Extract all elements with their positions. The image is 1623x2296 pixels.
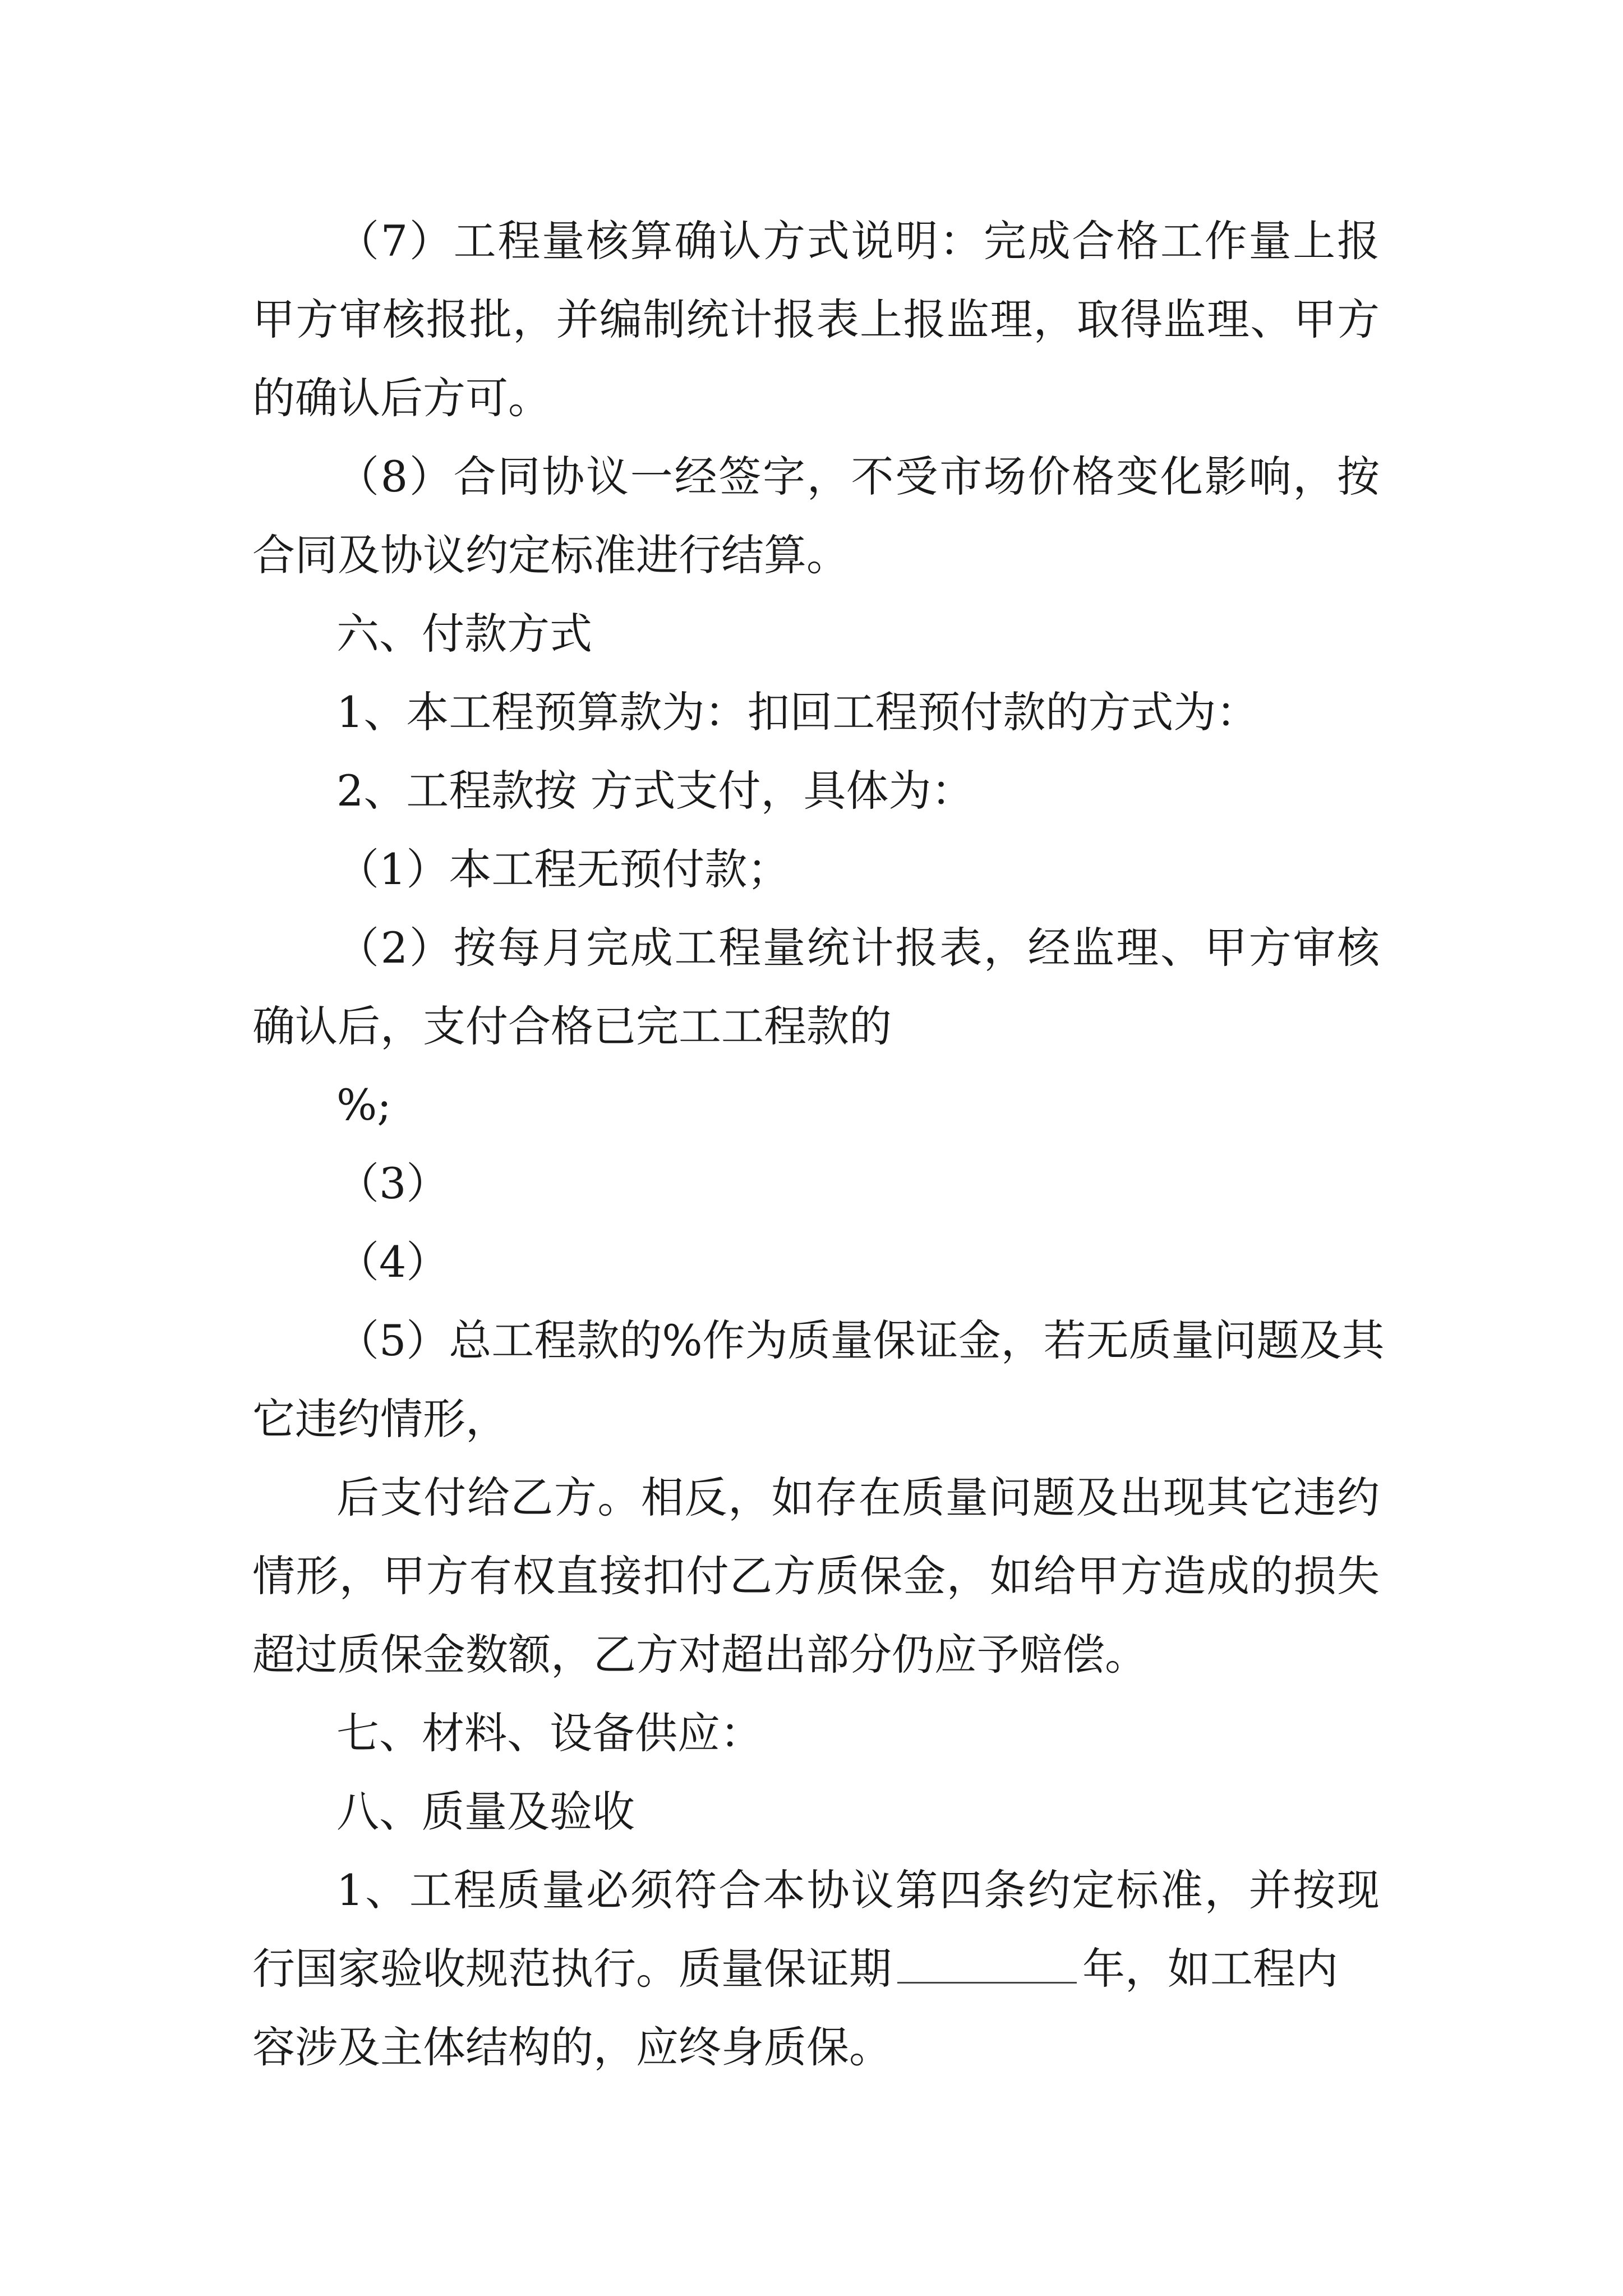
- para-7-line-1: （7）工程量核算确认方式说明：完成合格工作量上报: [336, 216, 1380, 266]
- payment-sub-2-line-1: （2）按每月完成工程量统计报表，经监理、甲方审核: [336, 923, 1380, 973]
- payment-sub-2-line-2: 确认后，支付合格已完工工程款的: [252, 1001, 892, 1051]
- payment-sub-5-line-2: 它违约情形，: [252, 1394, 508, 1444]
- para-7-line-2: 甲方审核报批，并编制统计报表上报监理，取得监理、甲方: [252, 295, 1380, 344]
- warranty-period-blank: [897, 1943, 1077, 1984]
- section-7-heading: 七、材料、设备供应：: [336, 1708, 763, 1758]
- payment-sub-3: （3）: [336, 1158, 449, 1208]
- section-6-heading: 六、付款方式: [336, 609, 592, 659]
- payment-item-2: 2、工程款按 方式支付，具体为：: [336, 766, 974, 816]
- quality-line-2: [252, 1941, 1338, 1997]
- retention-line-3: 超过质保金数额，乙方对超出部分仍应予赔偿。: [252, 1630, 1147, 1680]
- retention-line-1: 后支付给乙方。相反，如存在质量问题及出现其它违约: [336, 1473, 1380, 1522]
- section-8-heading: 八、质量及验收: [336, 1787, 635, 1837]
- quality-line-3: 容涉及主体结构的，应终身质保。: [252, 2022, 892, 2072]
- percent-mark: %;: [336, 1080, 391, 1130]
- para-8-line-2: 合同及协议约定标准进行结算。: [252, 530, 849, 580]
- payment-sub-1: （1）本工程无预付款；: [336, 844, 790, 894]
- payment-item-1: 1、本工程预算款为：扣回工程预付款的方式为：: [336, 687, 1259, 737]
- para-8-line-1: （8）合同协议一经签字，不受市场价格变化影响，按: [336, 452, 1380, 501]
- retention-line-2: 情形，甲方有权直接扣付乙方质保金，如给甲方造成的损失: [252, 1551, 1380, 1601]
- para-7-line-3: 的确认后方可。: [252, 373, 551, 423]
- payment-sub-4: （4）: [336, 1237, 449, 1287]
- quality-line-1: 1、工程质量必须符合本协议第四条约定标准，并按现: [336, 1865, 1380, 1915]
- quality-line-2-after: 年，如工程内: [1082, 1944, 1338, 1994]
- payment-sub-5-line-1: （5）总工程款的%作为质量保证金，若无质量问题及其: [336, 1315, 1385, 1365]
- quality-line-2-before: 行国家验收规范执行。质量保证期: [252, 1944, 892, 1994]
